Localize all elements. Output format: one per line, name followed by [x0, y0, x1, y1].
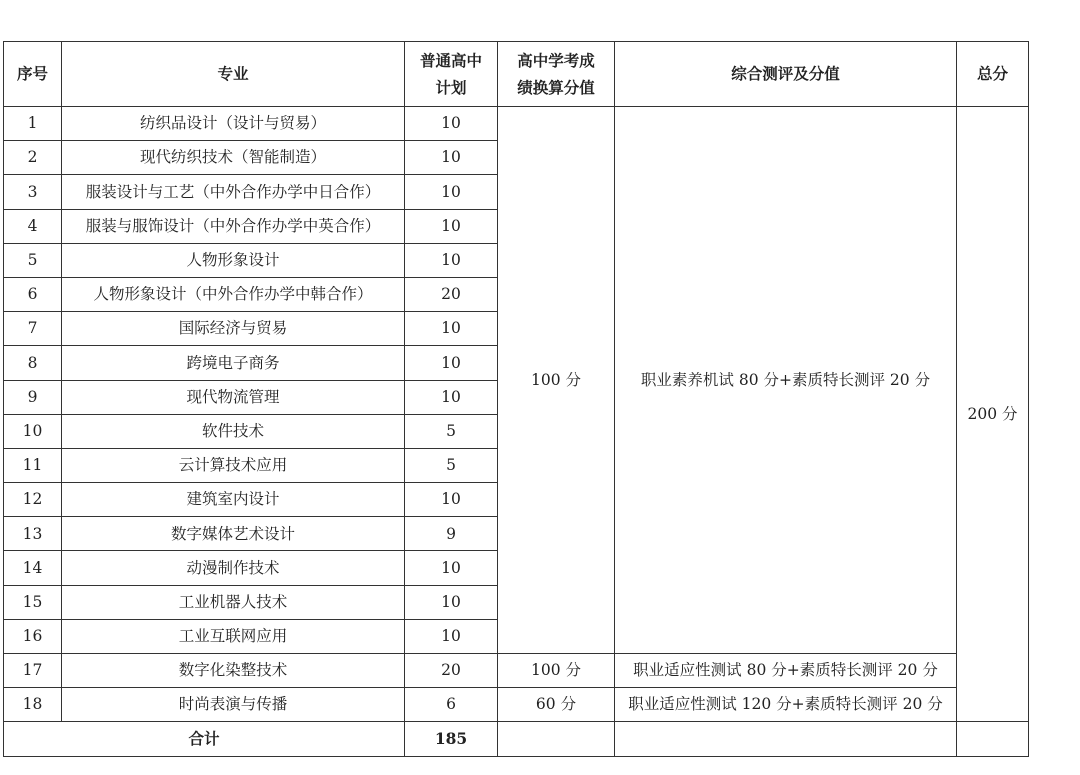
- row-no: 3: [4, 175, 62, 209]
- row-no: 15: [4, 585, 62, 619]
- header-total: 总分: [957, 42, 1029, 107]
- group-eval-cell: 职业素养机试 80 分+素质特长测评 20 分: [615, 107, 957, 654]
- row-no: 7: [4, 312, 62, 346]
- header-plan-line2: 计划: [435, 78, 467, 97]
- row-major: 现代物流管理: [62, 380, 405, 414]
- row-no: 1: [4, 107, 62, 141]
- header-plan: [405, 42, 498, 107]
- row-major: 人物形象设计: [62, 243, 405, 277]
- row-major: 时尚表演与传播: [62, 688, 405, 722]
- row-plan: 5: [405, 448, 498, 482]
- row-plan: 5: [405, 414, 498, 448]
- row-major: 人物形象设计（中外合作办学中韩合作）: [62, 277, 405, 311]
- footer-empty-total: [957, 722, 1029, 756]
- footer-plan-total: 185: [405, 722, 498, 756]
- footer-row: [4, 722, 1029, 756]
- row-major: 工业机器人技术: [62, 585, 405, 619]
- row-no: 17: [4, 654, 62, 688]
- row-no: 8: [4, 346, 62, 380]
- row-major: 跨境电子商务: [62, 346, 405, 380]
- row-no: 12: [4, 483, 62, 517]
- row-no: 5: [4, 243, 62, 277]
- row-plan: 10: [405, 483, 498, 517]
- row-no: 16: [4, 619, 62, 653]
- row-plan: 10: [405, 312, 498, 346]
- row-plan: 10: [405, 619, 498, 653]
- row18-eval-cell: 职业适应性测试 120 分+素质特长测评 20 分: [615, 688, 957, 722]
- row-plan: 20: [405, 654, 498, 688]
- row-no: 10: [4, 414, 62, 448]
- row-major: 国际经济与贸易: [62, 312, 405, 346]
- row17-score-cell: 100 分: [498, 654, 615, 688]
- row-plan: 10: [405, 346, 498, 380]
- header-score: [498, 42, 615, 107]
- header-plan-line1: 普通高中: [419, 50, 482, 70]
- enrollment-plan-table: [3, 41, 1029, 757]
- row-plan: 9: [405, 517, 498, 551]
- footer-empty-score: [498, 722, 615, 756]
- header-score-line2: 绩换算分值: [517, 78, 595, 97]
- row-no: 14: [4, 551, 62, 585]
- total-score-cell: 200 分: [957, 107, 1029, 722]
- header-major: 专业: [62, 42, 405, 107]
- row-major: 云计算技术应用: [62, 448, 405, 482]
- group-score-cell: 100 分: [498, 107, 615, 654]
- header-score-line1: 高中学考成: [517, 50, 595, 70]
- row-plan: 10: [405, 551, 498, 585]
- row-no: 9: [4, 380, 62, 414]
- row-plan: 10: [405, 585, 498, 619]
- row18-score-cell: 60 分: [498, 688, 615, 722]
- row-major: 动漫制作技术: [62, 551, 405, 585]
- header-eval: 综合测评及分值: [615, 42, 957, 107]
- header-no: 序号: [4, 42, 62, 107]
- row-major: 软件技术: [62, 414, 405, 448]
- row-plan: 10: [405, 107, 498, 141]
- footer-empty-eval: [615, 722, 957, 756]
- row-major: 服装设计与工艺（中外合作办学中日合作）: [62, 175, 405, 209]
- row-major: 数字媒体艺术设计: [62, 517, 405, 551]
- row-major: 纺织品设计（设计与贸易）: [62, 107, 405, 141]
- row-no: 2: [4, 141, 62, 175]
- row-no: 13: [4, 517, 62, 551]
- row-major: 现代纺织技术（智能制造）: [62, 141, 405, 175]
- row-major: 数字化染整技术: [62, 654, 405, 688]
- row-no: 18: [4, 688, 62, 722]
- row17-eval-cell: 职业适应性测试 80 分+素质特长测评 20 分: [615, 654, 957, 688]
- footer-total-label: 合计: [4, 722, 405, 756]
- row-plan: 10: [405, 141, 498, 175]
- row-no: 11: [4, 448, 62, 482]
- row-no: 6: [4, 277, 62, 311]
- row-major: 建筑室内设计: [62, 483, 405, 517]
- header-row: [4, 42, 1029, 107]
- table-row: [4, 654, 1029, 688]
- table-row: [4, 688, 1029, 722]
- row-plan: 10: [405, 380, 498, 414]
- row-major: 服装与服饰设计（中外合作办学中英合作）: [62, 209, 405, 243]
- row-major: 工业互联网应用: [62, 619, 405, 653]
- row-plan: 20: [405, 277, 498, 311]
- row-plan: 10: [405, 175, 498, 209]
- row-plan: 10: [405, 209, 498, 243]
- row-plan: 6: [405, 688, 498, 722]
- table-row: [4, 107, 1029, 141]
- row-plan: 10: [405, 243, 498, 277]
- row-no: 4: [4, 209, 62, 243]
